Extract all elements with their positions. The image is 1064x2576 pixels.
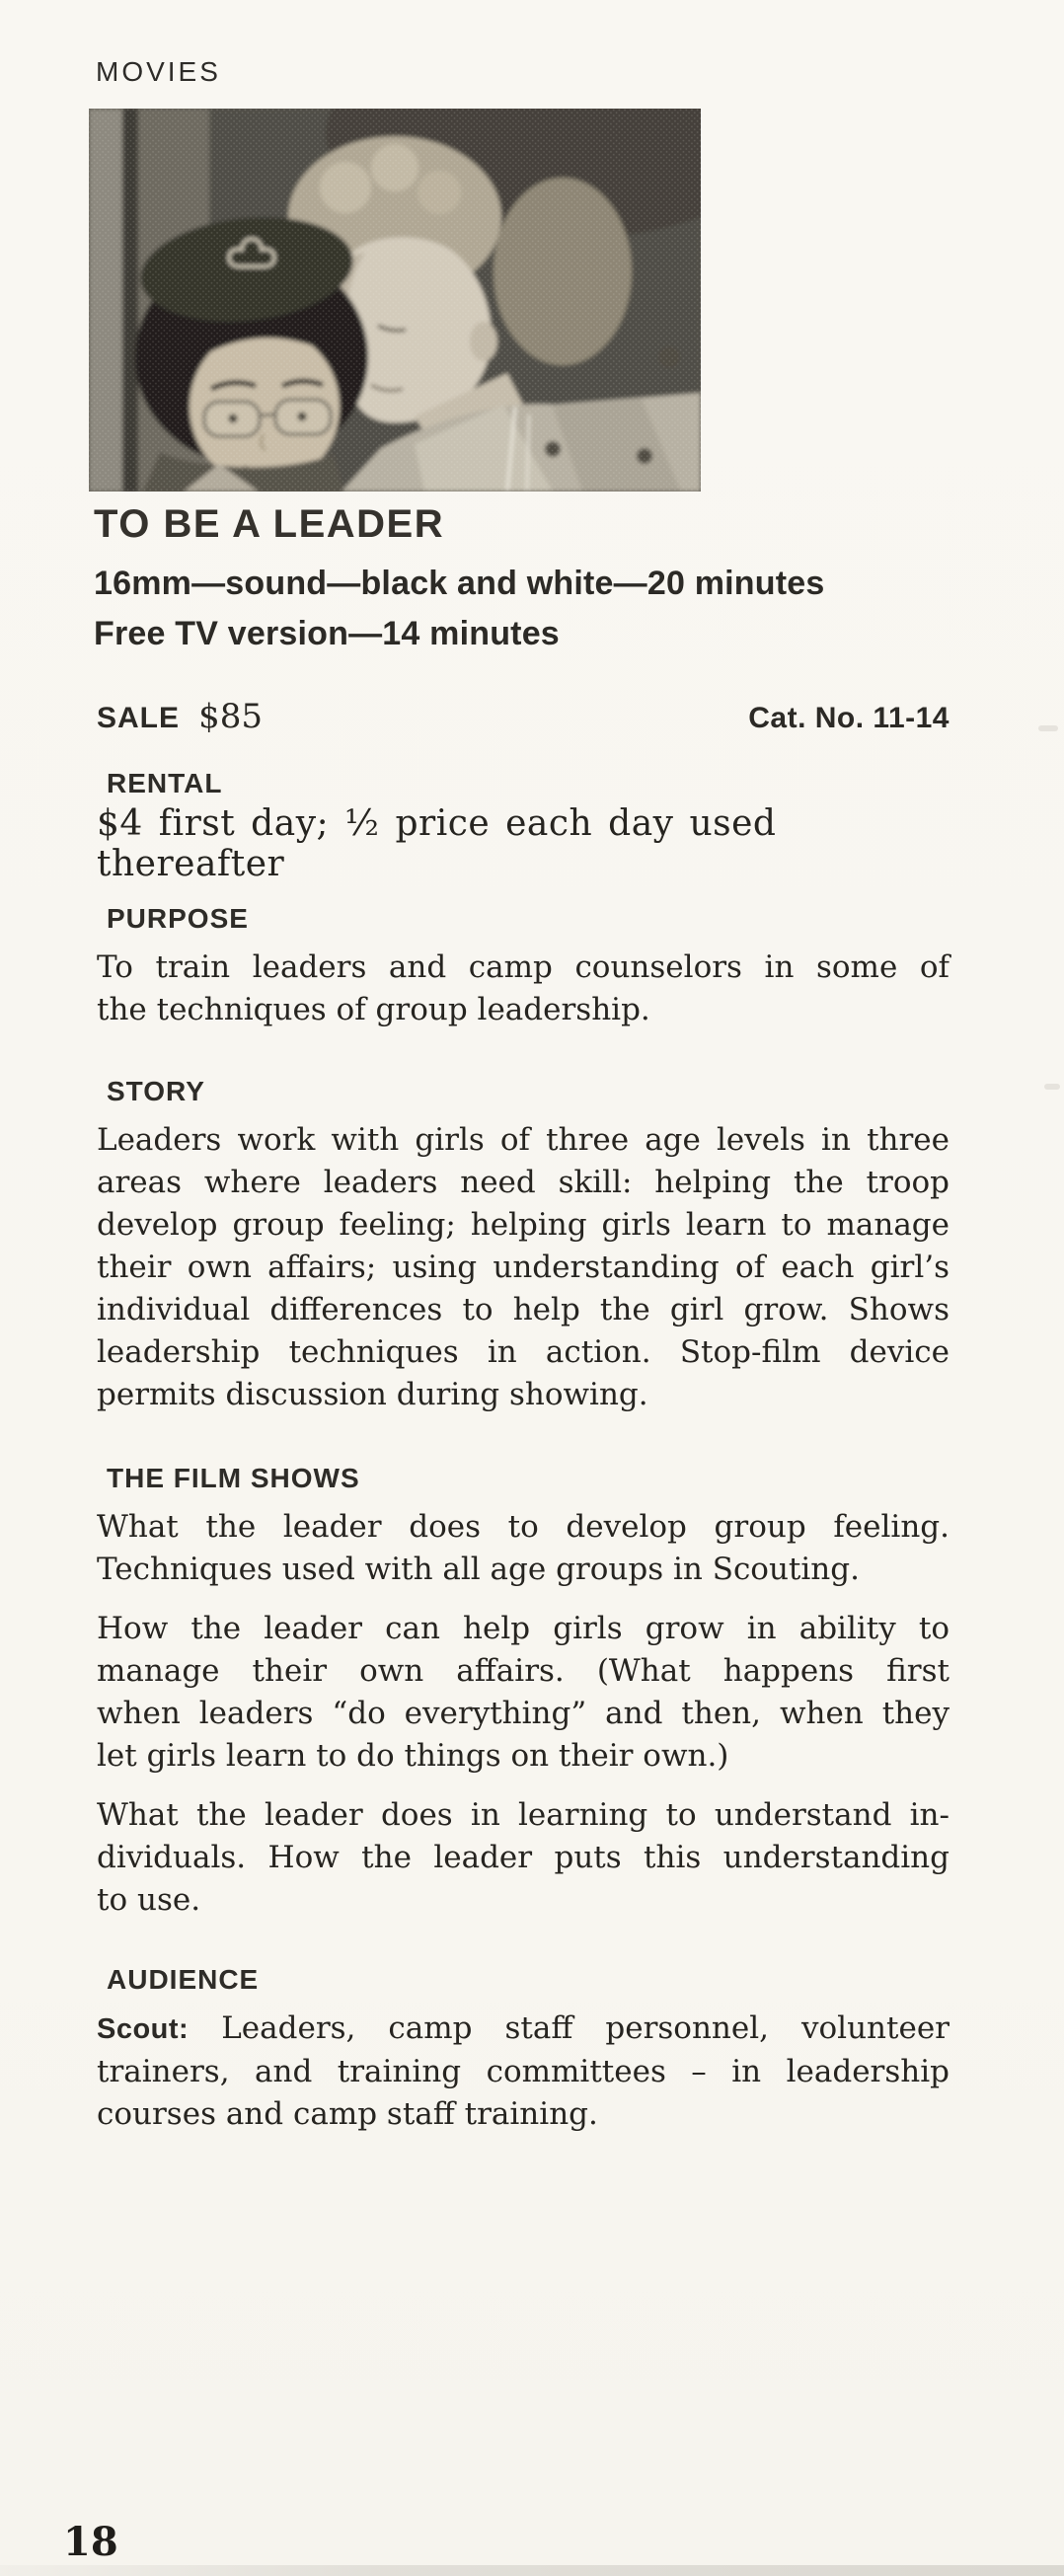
text-line: What the leader does in learning to understand in- <box>97 1797 950 1833</box>
paragraph <box>97 2008 950 2136</box>
section-purpose <box>97 904 950 1031</box>
section-story <box>97 1077 950 1416</box>
scan-edge-shadow <box>0 2565 1064 2576</box>
paragraph <box>97 1506 950 1591</box>
paragraph <box>97 1119 950 1416</box>
text-line: What the leader does to develop group feeling. <box>97 1509 950 1545</box>
text-line: to use. <box>97 1882 201 1918</box>
text-line: Leaders work with girls of three age levels in three <box>97 1122 950 1158</box>
section-audience <box>97 1965 950 2136</box>
scan-artifact <box>1038 725 1058 731</box>
text-line: dividuals. How the leader puts this understanding <box>97 1840 950 1875</box>
catalog-number: Cat. No. 11-14 <box>748 702 950 734</box>
section-heading: THE FILM SHOWS <box>107 1463 360 1493</box>
text-line: trainers, and training committees – in leadership <box>97 2054 950 2089</box>
page-number: 18 <box>63 2519 118 2565</box>
section-heading: AUDIENCE <box>107 1964 260 1995</box>
text-line: courses and camp staff training. <box>97 2096 598 2132</box>
text-line: the techniques of group leadership. <box>97 992 650 1027</box>
audience-scout-label: Scout: <box>97 2013 190 2045</box>
section-heading: PURPOSE <box>107 903 249 934</box>
text-line: manage their own affairs. (What happens first <box>97 1653 950 1689</box>
page-section-label: MOVIES <box>96 56 221 87</box>
text-line: Techniques used with all age groups in Scouting. <box>97 1552 860 1587</box>
spec-line: Free TV version—14 minutes <box>94 615 560 652</box>
section-film_shows <box>97 1464 950 1922</box>
text-line: permits discussion during showing. <box>97 1377 648 1412</box>
scan-artifact <box>1044 1084 1060 1090</box>
text-line: leadership techniques in action. Stop-film device <box>97 1334 950 1370</box>
text-line: their own affairs; using understanding of each girl’s <box>97 1250 950 1285</box>
film-title: TO BE A LEADER <box>94 502 445 546</box>
section-heading: STORY <box>107 1076 205 1106</box>
text-line: develop group feeling; helping girls learn to manage <box>97 1207 950 1243</box>
paragraph <box>97 947 950 1031</box>
text-line: individual differences to help the girl grow. Shows <box>97 1292 950 1327</box>
rental-terms: $4 first day; ½ price each day used thereafter <box>97 803 777 884</box>
text-line: areas where leaders need skill: helping the troop <box>97 1165 950 1200</box>
text-line: To train leaders and camp counselors in some of <box>97 949 950 985</box>
sale-price: $85 <box>198 697 264 736</box>
text-line: Scout: Leaders, camp staff personnel, volunteer <box>97 2010 950 2046</box>
sale-label: SALE <box>97 702 181 734</box>
paragraph <box>97 1608 950 1778</box>
text-line: let girls learn to do things on their own.) <box>97 1738 729 1774</box>
spec-line: 16mm—sound—black and white—20 minutes <box>94 565 825 602</box>
paragraph <box>97 1794 950 1922</box>
text-line: when leaders “do everything” and then, when they <box>97 1696 950 1731</box>
rental-heading: RENTAL <box>107 768 223 798</box>
text-line: How the leader can help girls grow in ability to <box>97 1611 950 1646</box>
